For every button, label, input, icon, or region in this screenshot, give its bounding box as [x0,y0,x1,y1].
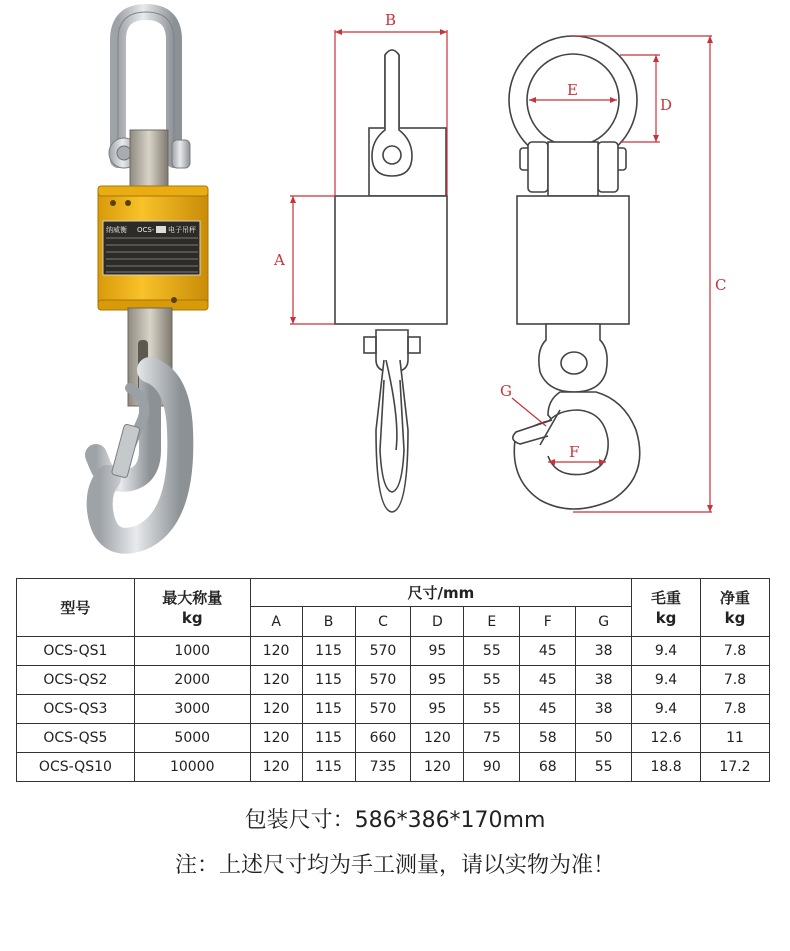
dim-label-g: G [500,382,512,400]
table-row [17,753,770,782]
cell-c: 570 [355,637,411,666]
table-row [17,724,770,753]
cell-e: 55 [464,637,520,666]
cell-e: 90 [464,753,520,782]
cell-model: OCS-QS3 [17,695,135,724]
header-net-weight: 净重 kg [701,579,770,637]
table-row [17,637,770,666]
cell-g: 55 [576,753,632,782]
cell-a: 120 [250,724,302,753]
cell-a: 120 [250,695,302,724]
cell-g: 38 [576,666,632,695]
nameplate-product: 电子吊秤 [168,226,196,234]
cell-e: 55 [464,666,520,695]
front-body [335,196,447,324]
cell-d: 120 [411,724,464,753]
header-dim-a: A [250,607,302,637]
cell-c: 660 [355,724,411,753]
header-capacity: 最大称量 kg [134,579,250,637]
front-view-drawing [335,50,447,512]
cell-d: 95 [411,666,464,695]
cell-gross: 18.8 [632,753,701,782]
cell-b: 115 [302,724,355,753]
header-dim-b: B [302,607,355,637]
packing-size: 包装尺寸：586*386*170mm [244,808,546,833]
header-dim-d: D [411,607,464,637]
cell-f: 45 [520,666,576,695]
cell-c: 570 [355,695,411,724]
cell-a: 120 [250,753,302,782]
cell-e: 55 [464,695,520,724]
dim-label-f: F [569,443,580,461]
cell-d: 95 [411,637,464,666]
side-body [517,196,629,324]
cell-model: OCS-QS2 [17,666,135,695]
cell-capacity: 3000 [134,695,250,724]
cell-model: OCS-QS1 [17,637,135,666]
cell-f: 68 [520,753,576,782]
cell-net: 11 [701,724,770,753]
cell-capacity: 10000 [134,753,250,782]
table-row [17,666,770,695]
cell-d: 95 [411,695,464,724]
header-dim-e: E [464,607,520,637]
cell-model: OCS-QS10 [17,753,135,782]
upper-rod [130,130,168,195]
measurement-note: 注：上述尺寸均为手工测量，请以实物为准！ [174,853,615,878]
cell-gross: 9.4 [632,637,701,666]
cell-f: 58 [520,724,576,753]
cell-capacity: 2000 [134,666,250,695]
cell-d: 120 [411,753,464,782]
cell-c: 735 [355,753,411,782]
cell-gross: 12.6 [632,724,701,753]
cell-a: 120 [250,637,302,666]
nameplate-brand: 纳威衡 [106,226,127,234]
cell-net: 7.8 [701,637,770,666]
cell-f: 45 [520,637,576,666]
header-dimensions: 尺寸/mm [250,579,631,607]
cell-net: 7.8 [701,695,770,724]
cell-gross: 9.4 [632,666,701,695]
dim-label-e: E [567,81,578,99]
cell-g: 50 [576,724,632,753]
header-dim-f: F [520,607,576,637]
cell-e: 75 [464,724,520,753]
spec-table [16,578,770,782]
side-view-drawing [509,36,640,509]
cell-b: 115 [302,695,355,724]
table-row [17,695,770,724]
cell-capacity: 5000 [134,724,250,753]
cell-model: OCS-QS5 [17,724,135,753]
dim-label-d: D [660,96,673,114]
cell-net: 7.8 [701,666,770,695]
header-model: 型号 [17,579,135,637]
cell-gross: 9.4 [632,695,701,724]
scale-photo [96,12,208,541]
header-dim-g: G [576,607,632,637]
cell-g: 38 [576,637,632,666]
header-gross-weight: 毛重 kg [632,579,701,637]
cell-f: 45 [520,695,576,724]
cell-net: 17.2 [701,753,770,782]
cell-c: 570 [355,666,411,695]
cell-capacity: 1000 [134,637,250,666]
cell-a: 120 [250,666,302,695]
cell-b: 115 [302,753,355,782]
cell-b: 115 [302,666,355,695]
dim-label-b: B [385,11,397,29]
spec-table-body [17,637,770,782]
cell-g: 38 [576,695,632,724]
dim-label-a: A [274,251,285,269]
header-dim-c: C [355,607,411,637]
nameplate-model: OCS- [137,226,155,234]
cell-b: 115 [302,637,355,666]
dim-label-c: C [715,276,727,294]
